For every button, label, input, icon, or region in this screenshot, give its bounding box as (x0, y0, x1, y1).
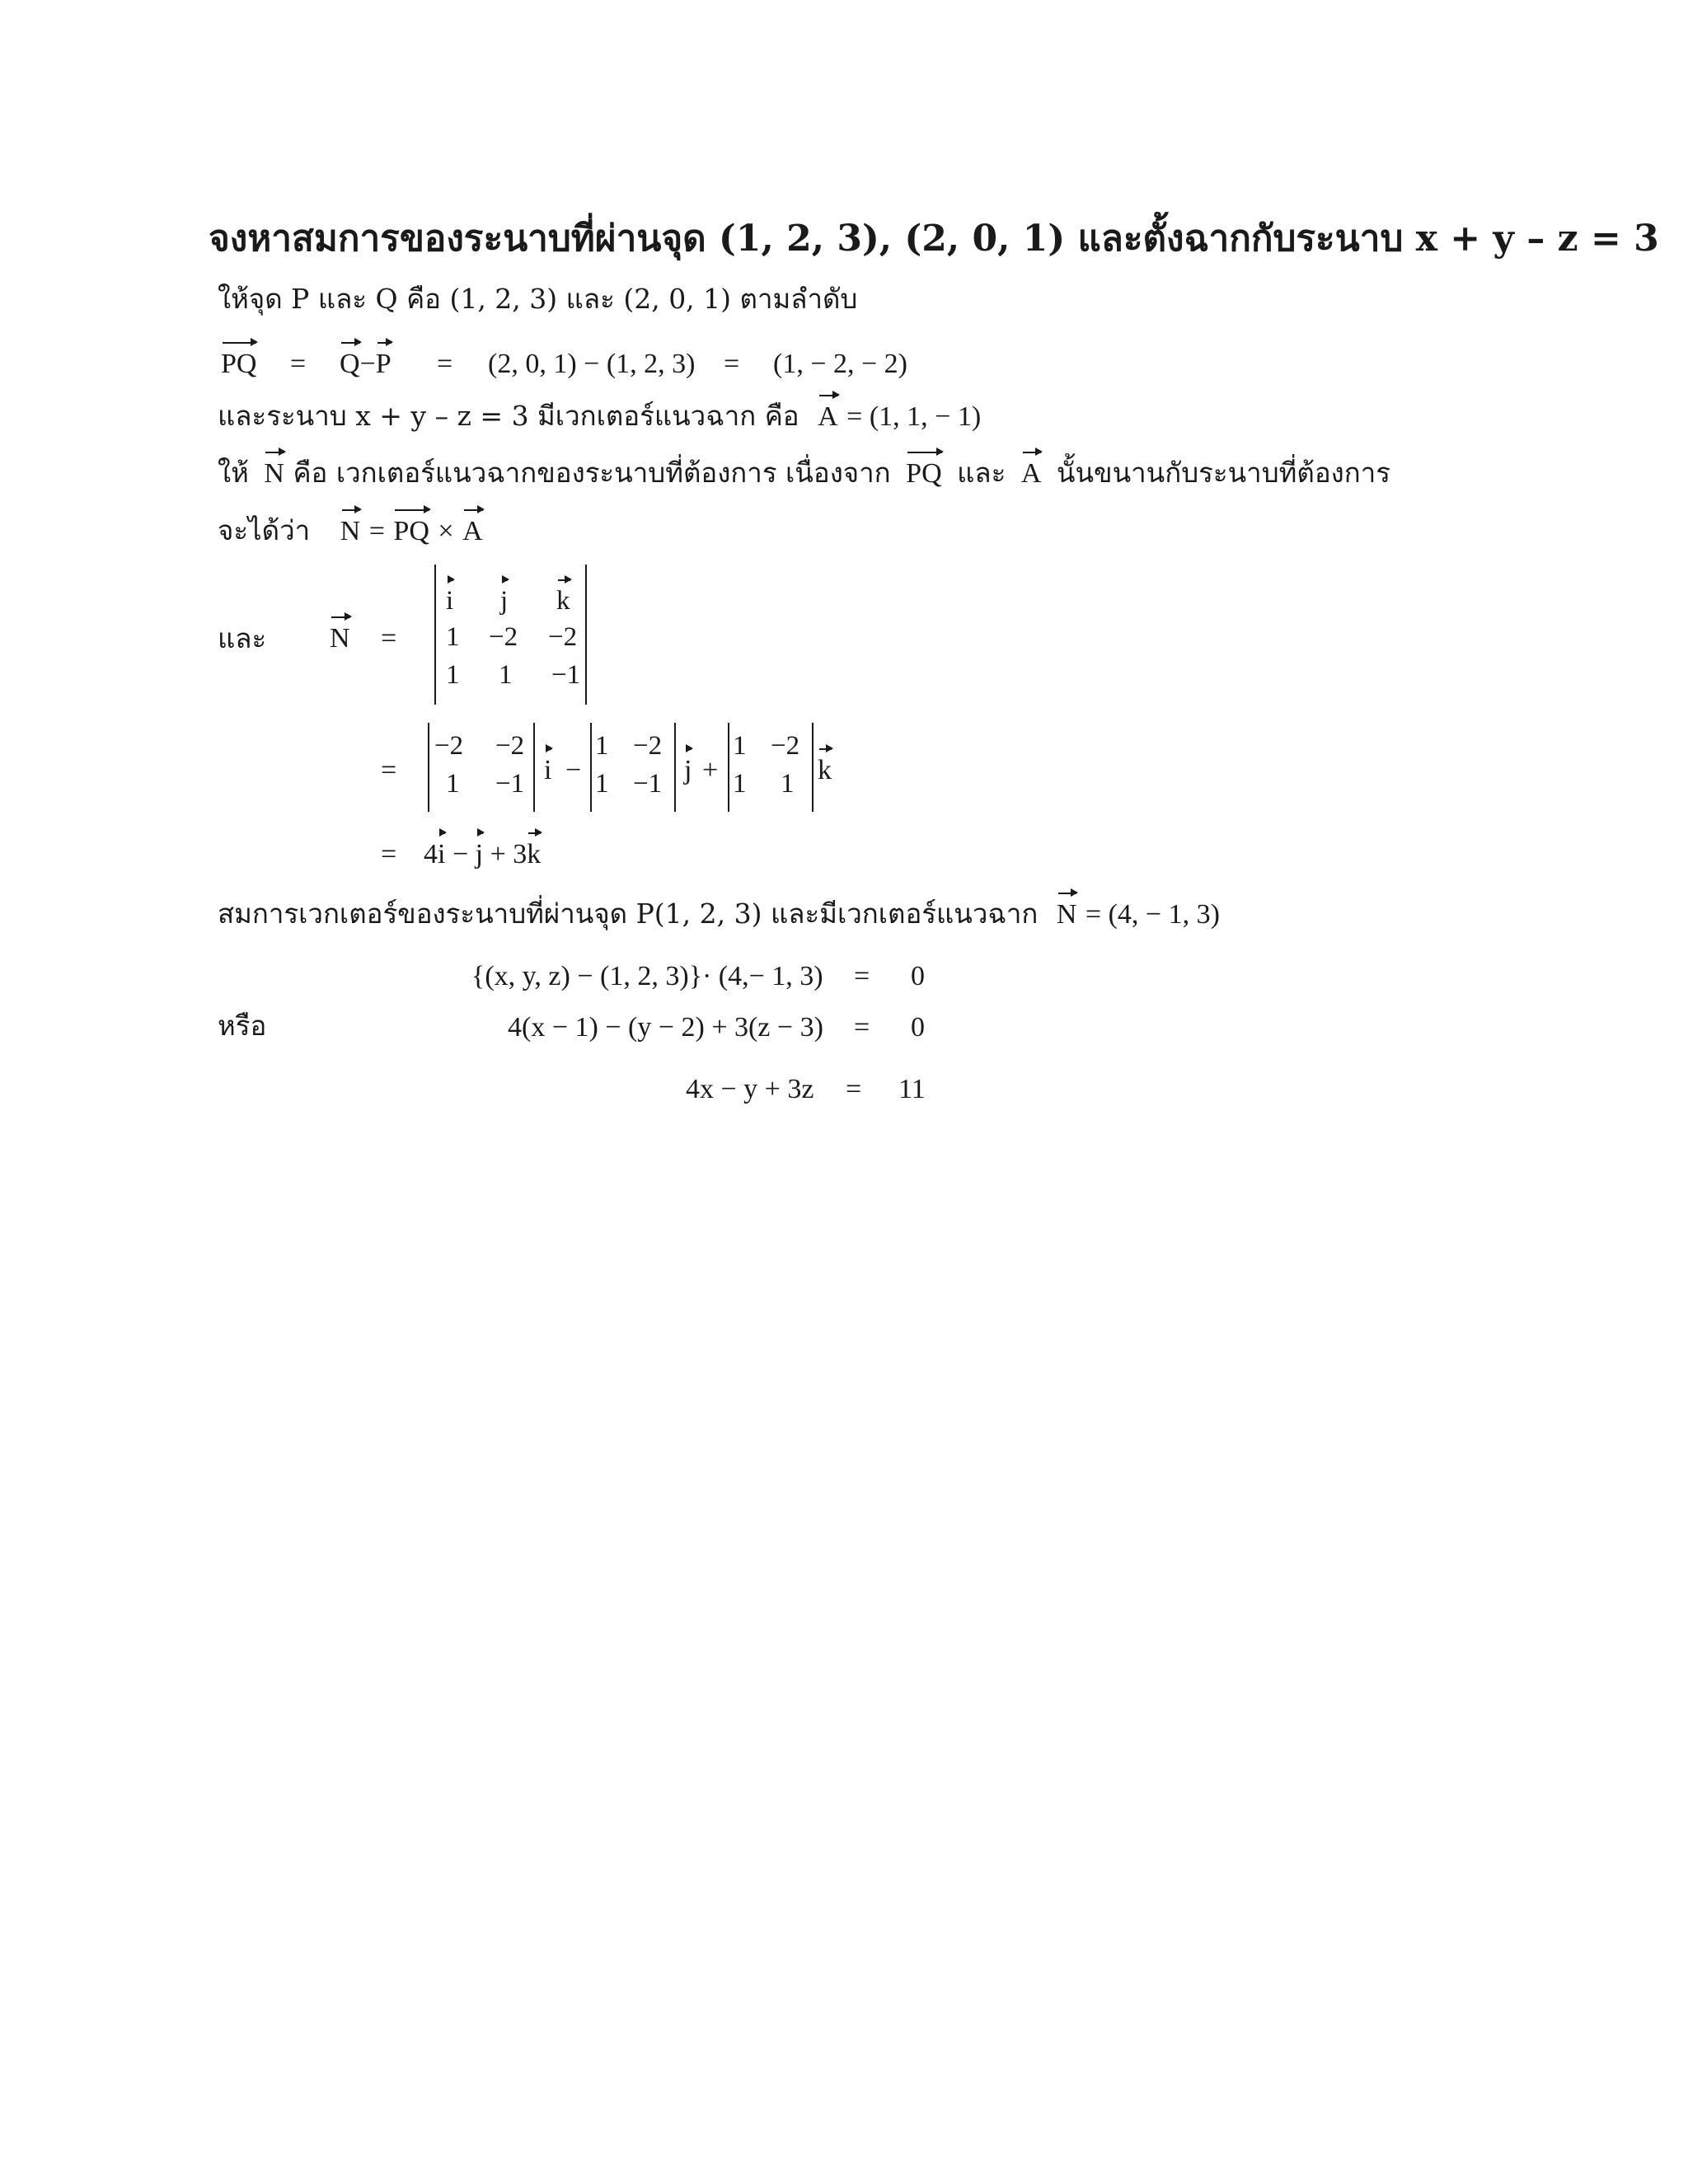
minor-cell: 1 (595, 769, 609, 799)
minor-cell: 1 (733, 769, 747, 799)
unit-j: j (684, 755, 692, 785)
plane-normal-line (218, 402, 981, 431)
and-label: และ (218, 622, 267, 654)
result-equals: = (381, 839, 397, 869)
minus-sign: − (452, 839, 469, 869)
coefficient: 4 (424, 839, 438, 869)
plane-equation-rhs: 11 (898, 1074, 926, 1104)
dot-product-eq-rhs: 0 (911, 961, 925, 991)
unit-i: i (446, 586, 454, 616)
pq-equals-3: = (724, 349, 740, 379)
unit-j: j (475, 839, 484, 869)
given-points-text: ให้จุด P และ Q คือ (1, 2, 3) และ (2, 0, 1) ตามลำดับ (218, 283, 858, 315)
vector-a-value: = (1, 1, − 1) (846, 401, 982, 432)
times-sign: × (438, 516, 454, 546)
result-vector (424, 841, 541, 869)
expand-k (818, 757, 832, 785)
expanded-eq-lhs: 4(x − 1) − (y − 2) + 3(z − 3) (508, 1012, 823, 1043)
unit-k: k (556, 586, 570, 616)
minus-sign: − (359, 349, 376, 379)
minor-3 (728, 723, 814, 812)
expanded-eq-sign: = (854, 1012, 870, 1043)
minor-cell: −2 (771, 731, 800, 761)
expanded-eq-rhs: 0 (911, 1012, 925, 1043)
determinant-3x3 (434, 565, 587, 705)
det-equals: = (381, 623, 397, 654)
minor-cell: 1 (446, 769, 460, 799)
det-n (330, 625, 350, 653)
plus-three: + 3 (490, 839, 528, 869)
or-label: หรือ (218, 1010, 267, 1042)
unit-i: i (438, 839, 446, 869)
minor-cell: 1 (733, 731, 747, 761)
expand-minus: − (565, 755, 582, 785)
thus-text: จะได้ว่า (218, 514, 311, 546)
vector-a: A (818, 401, 838, 432)
vector-equation-text: สมการเวกเตอร์ของระนาบที่ผ่านจุด P(1, 2, 3) และมีเวกเตอร์แนวฉาก (218, 898, 1039, 930)
vector-equation-line (218, 900, 1220, 929)
expand-j (684, 757, 692, 785)
vector-n: N (340, 516, 361, 546)
vector-n: N (1056, 899, 1077, 930)
equals-sign: = (368, 516, 385, 546)
and-text: และ (957, 457, 1006, 489)
unit-i: i (544, 755, 552, 785)
det-cell: 1 (446, 660, 460, 690)
vector-a: A (1020, 458, 1042, 489)
pq-result: (1, − 2, − 2) (773, 349, 907, 379)
plane-equation-sign: = (846, 1074, 862, 1104)
minor-1 (428, 723, 535, 812)
q-minus-p (340, 350, 392, 378)
det-cell: −2 (548, 622, 578, 652)
unit-k: k (527, 839, 542, 869)
vector-pq: PQ (393, 516, 429, 546)
let-text: ให้ (218, 457, 249, 489)
pq-lhs (221, 350, 256, 378)
expand-equals: = (381, 755, 397, 785)
det-cell: −1 (551, 660, 581, 690)
parallel-text: นั้นขนานกับระนาบที่ต้องการ (1056, 457, 1390, 489)
minor-cell: −2 (633, 731, 663, 761)
vector-n-value: = (4, − 1, 3) (1085, 899, 1220, 930)
pq-difference: (2, 0, 1) − (1, 2, 3) (488, 349, 696, 379)
minor-cell: 1 (781, 769, 795, 799)
minor-2 (590, 723, 676, 812)
minor-cell: −2 (495, 731, 525, 761)
plane-equation-lhs: 4x − y + 3z (686, 1074, 814, 1104)
unit-j: j (500, 586, 509, 616)
cross-product-line (218, 514, 483, 546)
pq-equals: = (290, 349, 307, 379)
vector-p: P (375, 349, 392, 379)
minor-cell: −1 (633, 769, 663, 799)
vector-pq: PQ (906, 458, 942, 489)
dot-product-eq-lhs: {(x, y, z) − (1, 2, 3)}· (4,− 1, 3) (471, 961, 823, 991)
unit-k: k (818, 755, 832, 785)
expand-plus: + (702, 755, 719, 785)
vector-a: A (462, 516, 483, 546)
normal-desc-text: คือ เวกเตอร์แนวฉากของระนาบที่ต้องการ เนื่องจาก (293, 457, 891, 489)
problem-title: จงหาสมการของระนาบที่ผ่านจุด (1, 2, 3), (2, 0, 1) และตั้งฉากกับระนาบ x + y – z = 3 (209, 218, 1659, 260)
det-cell: 1 (446, 622, 460, 652)
vector-n: N (330, 623, 350, 654)
minor-cell: −1 (495, 769, 525, 799)
dot-product-eq-sign: = (854, 961, 870, 991)
expand-i (544, 757, 551, 785)
normal-definition-line (218, 459, 1390, 488)
plane-normal-text: และระนาบ x + y – z = 3 มีเวกเตอร์แนวฉาก คือ (218, 400, 799, 432)
pq-equals-2: = (437, 349, 453, 379)
vector-n: N (264, 458, 284, 489)
vector-q: Q (340, 349, 360, 379)
minor-cell: 1 (595, 731, 609, 761)
det-cell: 1 (499, 660, 513, 690)
det-cell: −2 (489, 622, 518, 652)
minor-cell: −2 (434, 731, 464, 761)
vector-pq: PQ (221, 349, 257, 379)
